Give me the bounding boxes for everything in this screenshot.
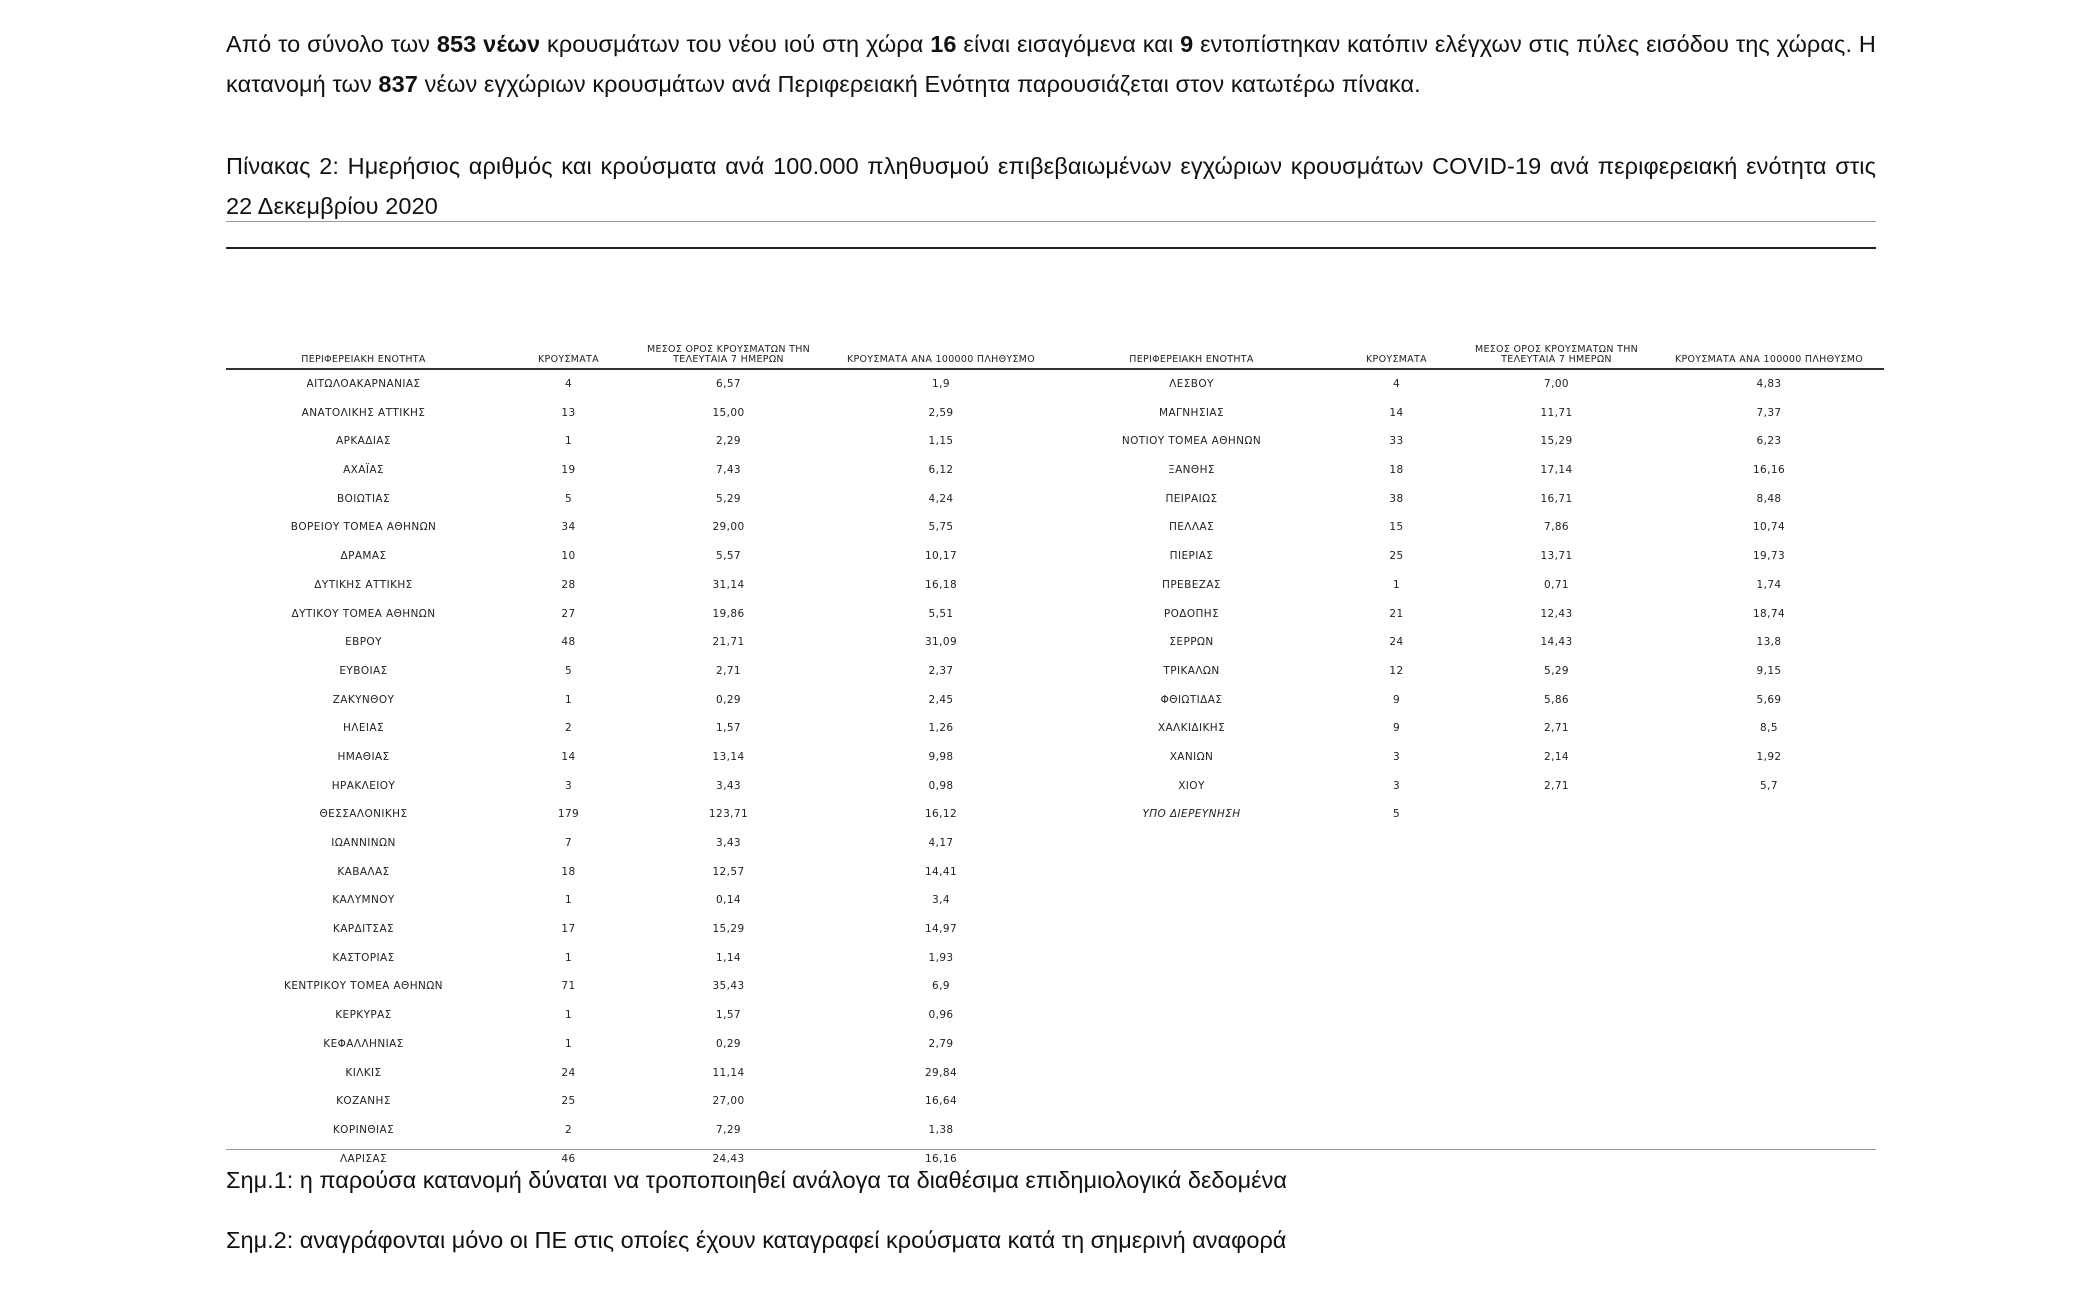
intro-paragraph	[226, 24, 1876, 104]
avg-cell: 1,57	[716, 1009, 741, 1022]
region-cell: ΘΕΣΣΑΛΟΝΙΚΗΣ	[319, 808, 408, 821]
cases-cell: 5	[1392, 808, 1401, 821]
avg-cell: 35,43	[712, 980, 745, 993]
avg-cell: 21,71	[712, 636, 745, 649]
region-cell: ΤΡΙΚΑΛΩΝ	[1163, 664, 1220, 677]
per100k-cell: 4,17	[928, 837, 954, 849]
region-cell: ΗΛΕΙΑΣ	[342, 722, 385, 735]
region-cell: ΕΥΒΟΙΑΣ	[339, 664, 388, 677]
per100k-cell: 16,16	[1752, 464, 1786, 477]
per100k-cell: 5,51	[928, 607, 954, 620]
cases-cell: 1	[564, 435, 573, 448]
per100k-cell: 16,16	[924, 1152, 958, 1165]
per100k-cell: 6,12	[928, 464, 954, 477]
table-right-half	[1054, 336, 1884, 829]
intro-bold-imported: 16	[930, 31, 957, 57]
per100k-cell: 14,41	[924, 865, 958, 878]
cases-cell: 14	[1389, 406, 1404, 419]
cases-cell: 25	[561, 1095, 576, 1108]
region-cell: ΚΑΒΑΛΑΣ	[337, 865, 390, 878]
table-row	[1054, 628, 1884, 657]
header-per-100k: ΚΡΟΥΣΜΑΤΑ ΑΝΑ 100000 ΠΛΗΘΥΣΜΟ	[1674, 354, 1864, 365]
avg-cell: 0,29	[716, 1037, 741, 1050]
table-row	[226, 571, 1056, 600]
header-cases: ΚΡΟΥΣΜΑΤΑ	[1366, 354, 1427, 365]
header-7day-avg	[631, 345, 826, 365]
avg-cell: 6,57	[716, 378, 741, 390]
per100k-cell: 5,7	[1760, 779, 1778, 792]
region-cell: ΚΕΦΑΛΛΗΝΙΑΣ	[323, 1037, 404, 1050]
table-row	[1054, 456, 1884, 485]
region-cell: ΑΧΑΪΑΣ	[343, 464, 384, 477]
cases-cell: 1	[564, 1009, 573, 1022]
avg-cell: 2,29	[716, 435, 741, 448]
per100k-cell: 9,98	[928, 750, 954, 763]
header-7day-avg-line2: ΤΕΛΕΥΤΑΙΑ 7 ΗΜΕΡΩΝ	[673, 354, 784, 365]
table-row	[226, 743, 1056, 772]
region-cell: ΚΟΖΑΝΗΣ	[336, 1095, 391, 1108]
per100k-cell: 6,23	[1756, 435, 1782, 448]
avg-cell: 5,86	[1544, 693, 1569, 706]
cases-cell: 24	[561, 1066, 576, 1079]
region-cell: ΗΜΑΘΙΑΣ	[337, 750, 390, 763]
table-row	[1054, 399, 1884, 428]
avg-cell: 17,14	[1540, 464, 1573, 477]
cases-cell: 1	[564, 951, 573, 964]
table-row	[226, 485, 1056, 514]
cases-cell: 48	[561, 636, 576, 649]
table-row	[226, 772, 1056, 801]
cases-cell: 12	[1389, 664, 1404, 677]
cases-cell: 34	[561, 521, 576, 534]
avg-cell: 16,71	[1540, 492, 1573, 505]
cases-cell: 1	[564, 894, 573, 907]
cases-cell: 179	[557, 808, 580, 821]
avg-cell: 15,29	[1540, 435, 1573, 448]
per100k-cell: 1,92	[1756, 750, 1782, 763]
avg-cell: 27,00	[712, 1095, 745, 1108]
table-row	[1054, 600, 1884, 629]
table-row	[1054, 657, 1884, 686]
avg-cell: 3,43	[716, 779, 741, 792]
table-row	[226, 800, 1056, 829]
cases-cell: 28	[561, 578, 576, 591]
avg-cell: 123,71	[708, 808, 749, 821]
table-row	[226, 858, 1056, 887]
region-cell: ΒΟΙΩΤΙΑΣ	[336, 492, 391, 505]
cases-cell: 13	[561, 406, 576, 419]
table-left-header	[226, 336, 1056, 370]
table-row	[226, 1059, 1056, 1088]
header-7day-avg-line1: ΜΕΣΟΣ ΟΡΟΣ ΚΡΟΥΣΜΑΤΩΝ ΤΗΝ	[1474, 344, 1639, 355]
table-row	[1054, 686, 1884, 715]
table-row	[226, 456, 1056, 485]
header-7day-avg-line1: ΜΕΣΟΣ ΟΡΟΣ ΚΡΟΥΣΜΑΤΩΝ ΤΗΝ	[646, 344, 811, 355]
per100k-cell: 13,8	[1756, 636, 1782, 649]
region-cell: ΣΕΡΡΩΝ	[1169, 636, 1214, 649]
per100k-cell: 7,37	[1756, 406, 1782, 419]
per100k-cell: 10,17	[924, 550, 958, 563]
avg-cell: 7,29	[716, 1123, 741, 1136]
cases-cell: 3	[564, 779, 573, 792]
region-cell: ΚΑΣΤΟΡΙΑΣ	[332, 951, 395, 964]
region-cell: ΑΡΚΑΔΙΑΣ	[336, 435, 391, 448]
table-row	[226, 915, 1056, 944]
table-right-header	[1054, 336, 1884, 370]
bottom-divider	[226, 1149, 1876, 1150]
table-row	[226, 1030, 1056, 1059]
cases-cell: 1	[564, 1037, 573, 1050]
note-1: Σημ.1: η παρούσα κατανομή δύναται να τροποποιηθεί ανάλογα τα διαθέσιμα επιδημιολογικά δεδομένα	[226, 1167, 1287, 1193]
region-cell: ΖΑΚΥΝΘΟΥ	[332, 693, 395, 706]
table-left-half	[226, 336, 1056, 1173]
region-cell: ΧΙΟΥ	[1178, 779, 1205, 792]
region-cell: ΕΒΡΟΥ	[345, 636, 382, 649]
per100k-cell: 1,26	[928, 722, 954, 735]
per100k-cell: 5,75	[928, 521, 954, 534]
per100k-cell: 6,9	[932, 980, 950, 993]
cases-cell: 14	[561, 750, 576, 763]
header-cases: ΚΡΟΥΣΜΑΤΑ	[538, 354, 599, 365]
region-cell: ΦΘΙΩΤΙΔΑΣ	[1160, 693, 1223, 706]
avg-cell: 19,86	[712, 607, 745, 620]
table-row	[226, 714, 1056, 743]
region-cell: ΠΕΙΡΑΙΩΣ	[1165, 492, 1218, 505]
avg-cell: 7,43	[716, 464, 741, 477]
note-2: Σημ.2: αναγράφονται μόνο οι ΠΕ στις οποίες έχουν καταγραφεί κρούσματα κατά τη σημερινή αναφορά	[226, 1227, 1287, 1253]
avg-cell: 1,57	[716, 722, 741, 735]
per100k-cell: 2,59	[928, 406, 954, 419]
cases-cell: 7	[564, 837, 573, 849]
cases-cell: 25	[1389, 550, 1404, 563]
intro-text-4: εντοπίστηκαν κατόπιν ελέγχων στις πύλες εισόδου της χώρας. Η κατανομή των	[226, 31, 1876, 97]
per100k-cell: 14,97	[924, 923, 958, 936]
avg-cell: 3,43	[716, 837, 741, 849]
region-cell: ΗΡΑΚΛΕΙΟΥ	[331, 779, 396, 792]
per100k-cell: 2,45	[928, 693, 954, 706]
cases-cell: 5	[564, 492, 573, 505]
region-cell: ΚΕΝΤΡΙΚΟΥ ΤΟΜΕΑ ΑΘΗΝΩΝ	[284, 980, 443, 993]
per100k-cell: 16,18	[924, 578, 958, 591]
region-cell: ΧΑΝΙΩΝ	[1169, 750, 1214, 763]
table-row	[226, 944, 1056, 973]
table-row	[1054, 800, 1884, 829]
avg-cell: 5,57	[716, 550, 741, 563]
per100k-cell: 0,98	[928, 779, 954, 792]
table-row	[226, 1116, 1056, 1145]
avg-cell: 11,71	[1540, 406, 1573, 419]
table-row	[226, 1001, 1056, 1030]
per100k-cell: 1,74	[1756, 578, 1782, 591]
per100k-cell: 2,37	[928, 664, 954, 677]
avg-cell: 1,14	[716, 951, 741, 964]
avg-cell: 7,00	[1544, 378, 1569, 390]
region-cell: ΚΙΛΚΙΣ	[345, 1066, 382, 1079]
table-caption: Πίνακας 2: Ημερήσιος αριθμός και κρούσματα ανά 100.000 πληθυσμού επιβεβαιωμένων εγχώριων κρουσμάτων COVID-19 ανά περιφερειακή ενότητα στις 22 Δεκεμβρίου 2020	[226, 153, 1876, 219]
cases-cell: 1	[1392, 578, 1401, 591]
cases-cell: 9	[1392, 693, 1401, 706]
table-row	[226, 513, 1056, 542]
avg-cell: 11,14	[712, 1066, 745, 1079]
table-row	[226, 600, 1056, 629]
cases-cell: 33	[1389, 435, 1404, 448]
region-cell: ΒΟΡΕΙΟΥ ΤΟΜΕΑ ΑΘΗΝΩΝ	[290, 521, 437, 534]
per100k-cell: 0,96	[928, 1009, 954, 1022]
region-cell: ΔΡΑΜΑΣ	[340, 550, 387, 563]
per100k-cell: 16,64	[924, 1095, 958, 1108]
table-row	[1054, 485, 1884, 514]
avg-cell: 5,29	[1544, 664, 1569, 677]
per100k-cell: 4,24	[928, 492, 954, 505]
per100k-cell: 2,79	[928, 1037, 954, 1050]
region-cell: ΥΠΟ ΔΙΕΡΕΥΝΗΣΗ	[1142, 808, 1241, 821]
cases-cell: 24	[1389, 636, 1404, 649]
cases-cell: 5	[564, 664, 573, 677]
per100k-cell: 18,74	[1752, 607, 1786, 620]
avg-cell: 15,29	[712, 923, 745, 936]
table-row	[226, 686, 1056, 715]
avg-cell: 2,71	[716, 664, 741, 677]
avg-cell: 13,71	[1540, 550, 1573, 563]
cases-cell: 4	[564, 378, 573, 390]
table-row	[1054, 743, 1884, 772]
cases-cell: 17	[561, 923, 576, 936]
avg-cell: 2,71	[1544, 722, 1569, 735]
cases-cell: 4	[1392, 378, 1401, 390]
intro-text-5: νέων εγχώριων κρουσμάτων ανά Περιφερειακή Ενότητα παρουσιάζεται στον κατωτέρω πίνακα.	[417, 71, 1421, 97]
region-cell: ΛΕΣΒΟΥ	[1169, 378, 1214, 390]
table-row	[1054, 513, 1884, 542]
region-cell: ΙΩΑΝΝΙΝΩΝ	[331, 837, 396, 849]
table-row	[1054, 542, 1884, 571]
top-divider-thin	[226, 221, 1876, 222]
region-cell: ΑΝΑΤΟΛΙΚΗΣ ΑΤΤΙΚΗΣ	[301, 406, 426, 419]
per100k-cell: 8,48	[1756, 492, 1782, 505]
avg-cell: 0,29	[716, 693, 741, 706]
region-cell: ΡΟΔΟΠΗΣ	[1163, 607, 1220, 620]
table-row	[226, 370, 1056, 399]
per100k-cell: 1,93	[928, 951, 954, 964]
intro-bold-border: 9	[1180, 31, 1194, 57]
header-7day-avg-line2: ΤΕΛΕΥΤΑΙΑ 7 ΗΜΕΡΩΝ	[1501, 354, 1612, 365]
cases-cell: 19	[561, 464, 576, 477]
per100k-cell: 19,73	[1752, 550, 1786, 563]
table-row	[226, 399, 1056, 428]
per100k-cell: 5,69	[1756, 693, 1782, 706]
avg-cell: 2,14	[1544, 750, 1569, 763]
per100k-cell: 29,84	[924, 1066, 958, 1079]
region-cell: ΠΙΕΡΙΑΣ	[1169, 550, 1214, 563]
table-left-body	[226, 370, 1056, 1173]
table-row	[226, 427, 1056, 456]
region-cell: ΠΡΕΒΕΖΑΣ	[1162, 578, 1221, 591]
cases-cell: 21	[1389, 607, 1404, 620]
top-divider-thick	[226, 247, 1876, 249]
region-cell: ΚΕΡΚΥΡΑΣ	[335, 1009, 392, 1022]
avg-cell: 2,71	[1544, 779, 1569, 792]
intro-bold-new-cases: 853 νέων	[436, 31, 541, 57]
table-row	[1054, 370, 1884, 399]
table-row	[226, 829, 1056, 858]
intro-bold-domestic: 837	[378, 71, 418, 97]
table-row	[226, 1087, 1056, 1116]
cases-cell: 10	[561, 550, 576, 563]
region-cell: ΚΑΛΥΜΝΟΥ	[332, 894, 395, 907]
avg-cell: 29,00	[712, 521, 745, 534]
per100k-cell: 16,12	[924, 808, 958, 821]
cases-cell: 18	[1389, 464, 1404, 477]
region-cell: ΛΑΡΙΣΑΣ	[339, 1152, 388, 1165]
cases-cell: 18	[561, 865, 576, 878]
avg-cell: 12,57	[712, 865, 745, 878]
per100k-cell: 10,74	[1752, 521, 1786, 534]
region-cell: ΚΑΡΔΙΤΣΑΣ	[332, 923, 395, 936]
avg-cell: 31,14	[712, 578, 745, 591]
region-cell: ΝΟΤΙΟΥ ΤΟΜΕΑ ΑΘΗΝΩΝ	[1121, 435, 1262, 448]
per100k-cell: 4,83	[1756, 378, 1782, 390]
region-cell: ΧΑΛΚΙΔΙΚΗΣ	[1157, 722, 1226, 735]
header-per-100k: ΚΡΟΥΣΜΑΤΑ ΑΝΑ 100000 ΠΛΗΘΥΣΜΟ	[846, 354, 1036, 365]
avg-cell: 15,00	[712, 406, 745, 419]
cases-cell: 46	[561, 1152, 576, 1165]
table-right-body	[1054, 370, 1884, 829]
avg-cell: 14,43	[1540, 636, 1573, 649]
avg-cell: 13,14	[712, 750, 745, 763]
region-cell: ΜΑΓΝΗΣΙΑΣ	[1159, 406, 1224, 419]
table-row	[226, 972, 1056, 1001]
table-row	[226, 542, 1056, 571]
cases-cell: 2	[564, 1123, 573, 1136]
intro-text-2: κρουσμάτων του νέου ιού στη χώρα	[540, 31, 931, 57]
per100k-cell: 1,38	[928, 1123, 954, 1136]
document-page	[226, 24, 1876, 1253]
header-region: ΠΕΡΙΦΕΡΕΙΑΚΗ ΕΝΟΤΗΤΑ	[301, 354, 426, 365]
per100k-cell: 31,09	[924, 636, 958, 649]
avg-cell: 0,14	[716, 894, 741, 907]
table-row	[226, 628, 1056, 657]
cases-cell: 1	[564, 693, 573, 706]
cases-cell: 38	[1389, 492, 1404, 505]
per100k-cell: 9,15	[1756, 664, 1782, 677]
region-cell: ΑΙΤΩΛΟΑΚΑΡΝΑΝΙΑΣ	[306, 378, 421, 390]
table-row	[1054, 714, 1884, 743]
cases-cell: 9	[1392, 722, 1401, 735]
avg-cell: 12,43	[1540, 607, 1573, 620]
table-row	[226, 657, 1056, 686]
intro-text-1: Από το σύνολο των	[226, 31, 437, 57]
region-cell: ΚΟΡΙΝΘΙΑΣ	[332, 1123, 395, 1136]
cases-cell: 27	[561, 607, 576, 620]
header-region: ΠΕΡΙΦΕΡΕΙΑΚΗ ΕΝΟΤΗΤΑ	[1129, 354, 1254, 365]
intro-text-3: είναι εισαγόμενα και	[956, 31, 1181, 57]
region-cell: ΔΥΤΙΚΟΥ ΤΟΜΕΑ ΑΘΗΝΩΝ	[291, 607, 436, 620]
avg-cell: 5,29	[716, 492, 741, 505]
per100k-cell: 1,15	[928, 435, 954, 448]
table-row	[1054, 571, 1884, 600]
region-cell: ΔΥΤΙΚΗΣ ΑΤΤΙΚΗΣ	[314, 578, 413, 591]
cases-cell: 2	[564, 722, 573, 735]
region-cell: ΠΕΛΛΑΣ	[1168, 521, 1215, 534]
table-row	[226, 886, 1056, 915]
cases-cell: 3	[1392, 779, 1401, 792]
table-row	[1054, 427, 1884, 456]
cases-cell: 3	[1392, 750, 1401, 763]
avg-cell: 7,86	[1544, 521, 1569, 534]
per100k-cell: 3,4	[932, 894, 950, 907]
header-7day-avg	[1459, 345, 1654, 365]
cases-cell: 15	[1389, 521, 1404, 534]
per100k-cell: 8,5	[1760, 722, 1778, 735]
table-row	[1054, 772, 1884, 801]
avg-cell: 24,43	[712, 1152, 745, 1165]
cases-cell: 71	[561, 980, 576, 993]
avg-cell: 0,71	[1544, 578, 1569, 591]
region-cell: ΞΑΝΘΗΣ	[1168, 464, 1215, 477]
per100k-cell: 1,9	[932, 378, 950, 390]
